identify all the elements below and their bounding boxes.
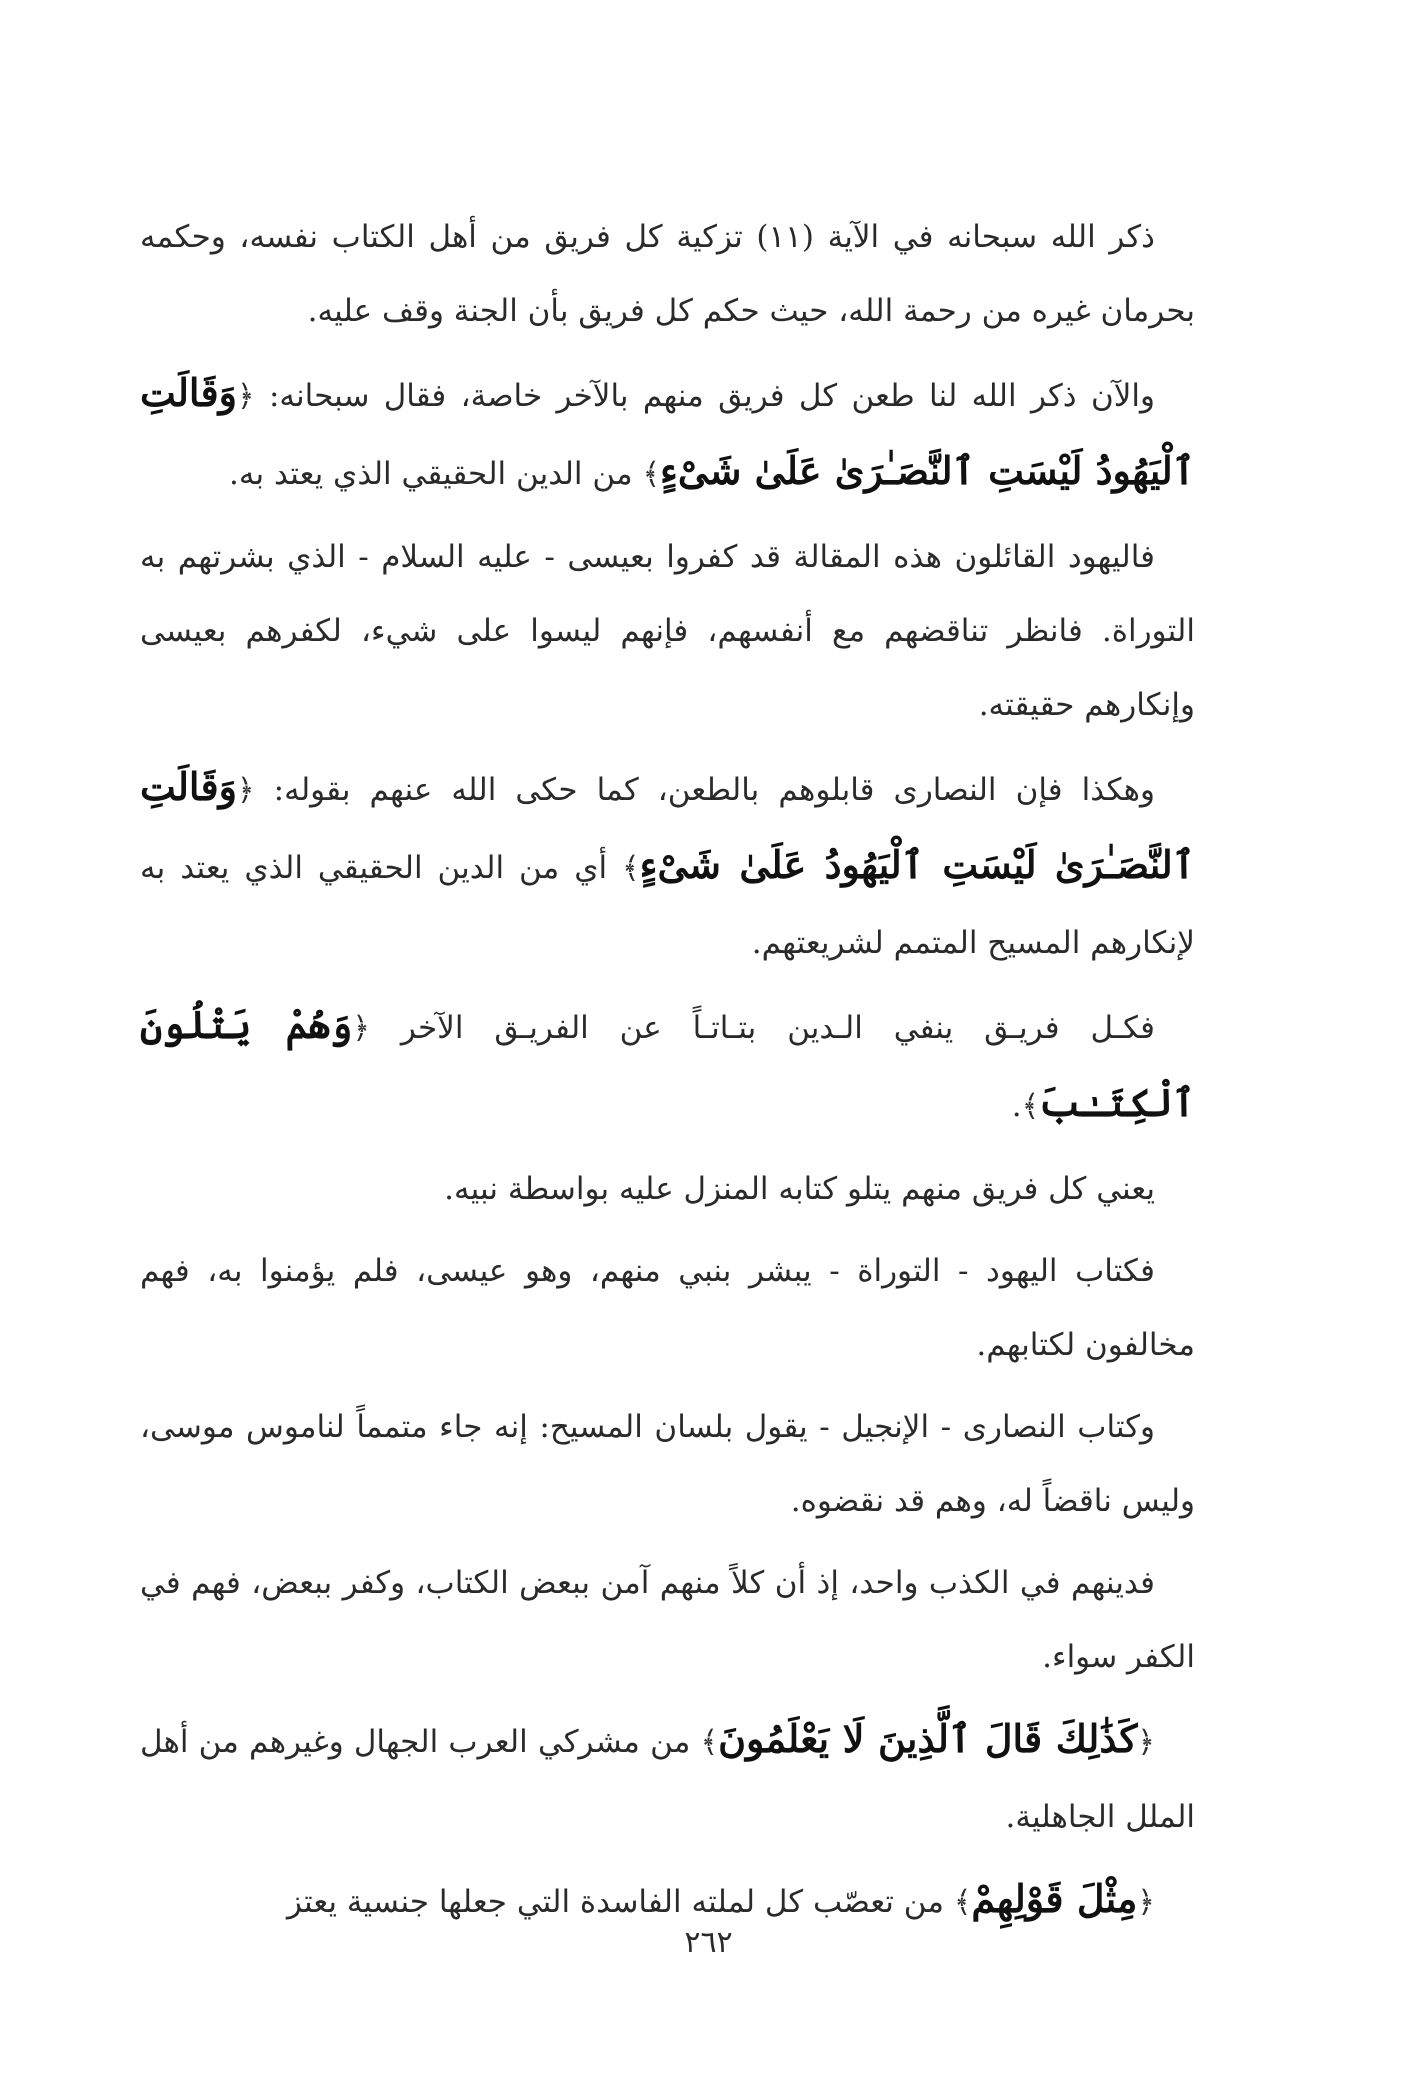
paragraph-text: من مشركي العرب الجهال وغيرهم من أهل الملل الجاهلية. bbox=[140, 1724, 1195, 1835]
paragraph bbox=[140, 200, 1195, 348]
paragraph bbox=[140, 520, 1195, 742]
paragraph-text: فدينهم في الكذب واحد، إذ أن كلاً منهم آمن ببعض الكتاب، وكفر ببعض، فهم في الكفر سواء. bbox=[140, 1565, 1195, 1675]
verse-close-bracket: ﴾ bbox=[700, 1725, 719, 1760]
paragraph bbox=[140, 988, 1195, 1144]
verse-open-bracket: ﴿ bbox=[352, 1011, 370, 1046]
quran-verse: وَقَالَتِ ٱلنَّصَـٰرَىٰ لَيْسَتِ ٱلْيَهُودُ عَلَىٰ شَىْءٍ bbox=[140, 764, 1196, 887]
paragraph-text: والآن ذكر الله لنا طعن كل فريق منهم بالآخر خاصة، فقال سبحانه: bbox=[268, 378, 1155, 414]
paragraph bbox=[140, 1702, 1195, 1854]
paragraph bbox=[140, 1546, 1195, 1694]
quran-verse: كَذَٰلِكَ قَالَ ٱلَّذِينَ لَا يَعْلَمُونَ bbox=[718, 1716, 1138, 1761]
verse-close-bracket: ﴾ bbox=[622, 851, 640, 886]
quran-verse: وَهُمْ يَتْلُونَ ٱلْكِتَـٰبَ bbox=[140, 1002, 1195, 1125]
verse-close-bracket: ﴾ bbox=[953, 1885, 972, 1920]
paragraph-text: فكتاب اليهود - التوراة - يبشر بنبي منهم، وهو عيسى، فلم يؤمنوا به، فهم مخالفون لكتابهم. bbox=[140, 1253, 1195, 1363]
verse-open-bracket: ﴿ bbox=[1137, 1725, 1155, 1760]
quran-verse: وَقَالَتِ ٱلْيَهُودُ لَيْسَتِ ٱلنَّصَـٰرَىٰ عَلَىٰ شَىْءٍ bbox=[140, 370, 1195, 493]
verse-close-bracket: ﴾ bbox=[642, 457, 661, 492]
paragraph-text: من تعصّب كل لملته الفاسدة التي جعلها جنسية يعتز bbox=[286, 1884, 944, 1920]
paragraph-text: وكتاب النصارى - الإنجيل - يقول بلسان المسيح: إنه جاء متمماً لناموس موسى، وليس ناقضاً له، وهم قد نقضوه. bbox=[140, 1409, 1195, 1519]
verse-open-bracket: ﴿ bbox=[1137, 1885, 1155, 1920]
verse-open-bracket: ﴿ bbox=[237, 773, 255, 808]
paragraph-text: فاليهود القائلون هذه المقالة قد كفروا بعيسى - عليه السلام - الذي بشرتهم به التوراة. فانظر تناقضهم مع أنفسهم، فإنهم ليسوا على شيء، لكفرهم بعيسى وإنكارهم حقيقته. bbox=[140, 539, 1195, 723]
paragraph-text: فكـل فريـق ينفي الـدين بتـاتـاً عن الفريـق الآخر bbox=[400, 1010, 1156, 1046]
paragraph-text: وهكذا فإن النصارى قابلوهم بالطعن، كما حكى الله عنهم بقوله: bbox=[273, 772, 1156, 808]
quran-verse: مِثْلَ قَوْلِهِمْ bbox=[971, 1876, 1138, 1921]
verse-open-bracket: ﴿ bbox=[237, 379, 255, 414]
page-body bbox=[140, 200, 1196, 1921]
paragraph bbox=[140, 1390, 1195, 1538]
paragraph-text: أي من الدين الحقيقي الذي يعتد به لإنكارهم المسيح المتمم لشريعتهم. bbox=[140, 850, 1195, 961]
paragraph bbox=[140, 356, 1195, 512]
paragraph-text: ذكر الله سبحانه في الآية (١١) تزكية كل فريق من أهل الكتاب نفسه، وحكمه بحرمان غيره من رحمة الله، حيث حكم كل فريق بأن الجنة وقف عليه. bbox=[140, 219, 1195, 329]
paragraph-text: . bbox=[1011, 1088, 1022, 1124]
paragraph bbox=[140, 750, 1195, 980]
page-number: ٢٦٢ bbox=[684, 1925, 733, 1960]
paragraph-text: من الدين الحقيقي الذي يعتد به. bbox=[229, 456, 633, 492]
paragraph bbox=[140, 1152, 1195, 1226]
paragraph-text: يعني كل فريق منهم يتلو كتابه المنزل عليه بواسطة نبيه. bbox=[444, 1171, 1155, 1207]
paragraph bbox=[140, 1234, 1195, 1382]
verse-close-bracket: ﴾ bbox=[1021, 1089, 1040, 1124]
